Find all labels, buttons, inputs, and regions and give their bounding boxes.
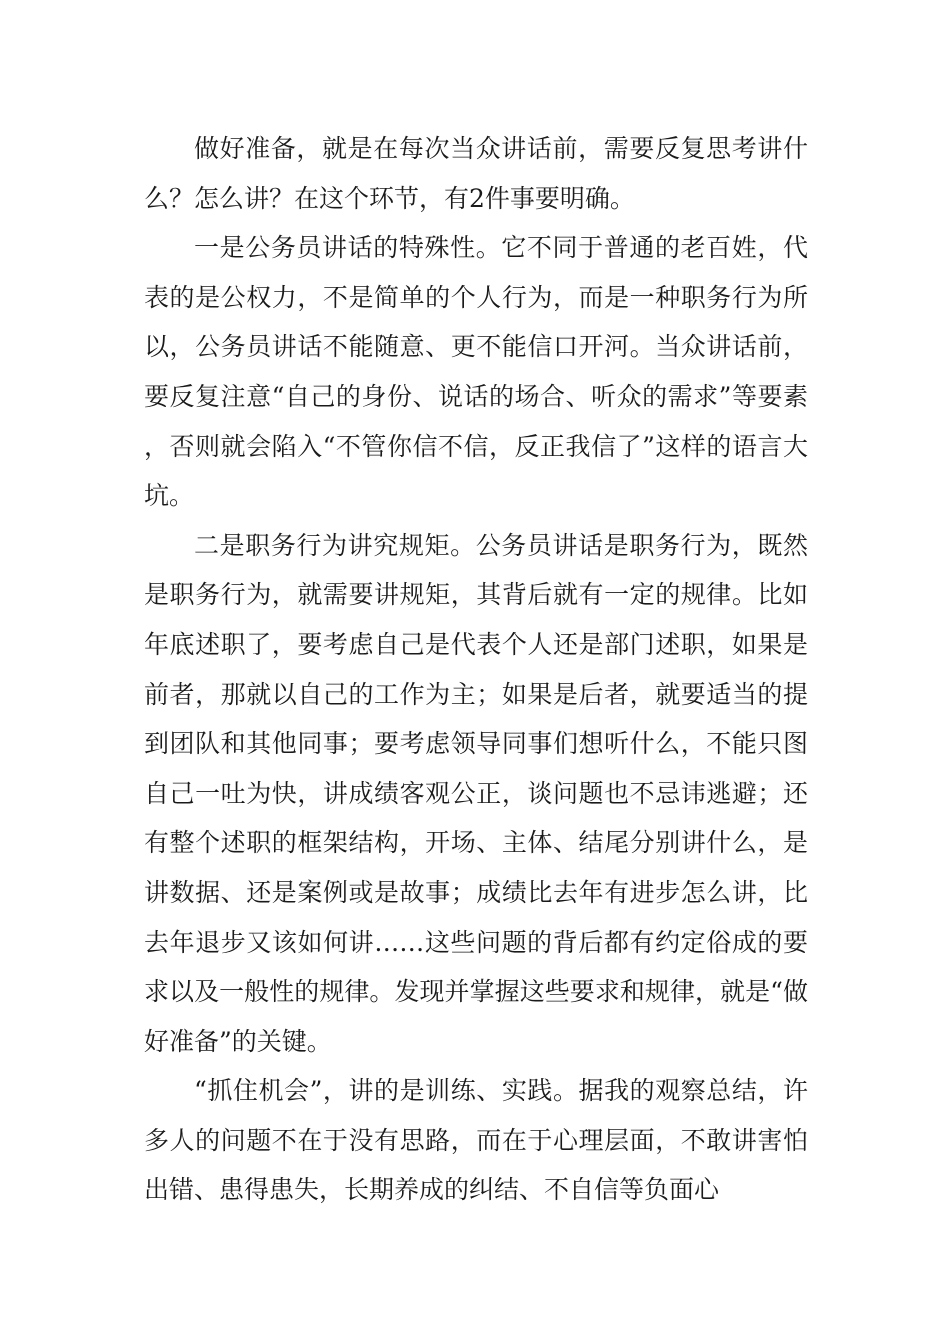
paragraph-speech-particularity: 一是公务员讲话的特殊性。它不同于普通的老百姓，代表的是公权力，不是简单的个人行为，而是一种职务行为所以，公务员讲话不能随意、更不能信口开河。当众讲话前，要反复注意“自己的身份、说话的场合、听众的需求”等要素，否则就会陷入“不管你信不信，反正我信了”这样的语言大坑。 xyxy=(144,233,808,511)
paragraph-preparation: 做好准备，就是在每次当众讲话前，需要反复思考讲什么？怎么讲？在这个环节，有2件事要明确。 xyxy=(144,134,808,213)
document-body xyxy=(144,124,808,1215)
paragraph-seize-opportunity: “抓住机会”，讲的是训练、实践。据我的观察总结，许多人的问题不在于没有思路，而在于心理层面，不敢讲害怕出错、患得患失，长期养成的纠结、不自信等负面心 xyxy=(144,1076,808,1205)
paragraph-rules: 二是职务行为讲究规矩。公务员讲话是职务行为，既然是职务行为，就需要讲规矩，其背后就有一定的规律。比如年底述职了，要考虑自己是代表个人还是部门述职，如果是前者，那就以自己的工作为主；如果是后者，就要适当的提到团队和其他同事；要考虑领导同事们想听什么，不能只图自己一吐为快，讲成绩客观公正，谈问题也不忌讳逃避；还有整个述职的框架结构，开场、主体、结尾分别讲什么，是讲数据、还是案例或是故事；成绩比去年有进步怎么讲，比去年退步又该如何讲……这些问题的背后都有约定俗成的要求以及一般性的规律。发现并掌握这些要求和规律，就是“做好准备”的关键。 xyxy=(144,530,808,1056)
